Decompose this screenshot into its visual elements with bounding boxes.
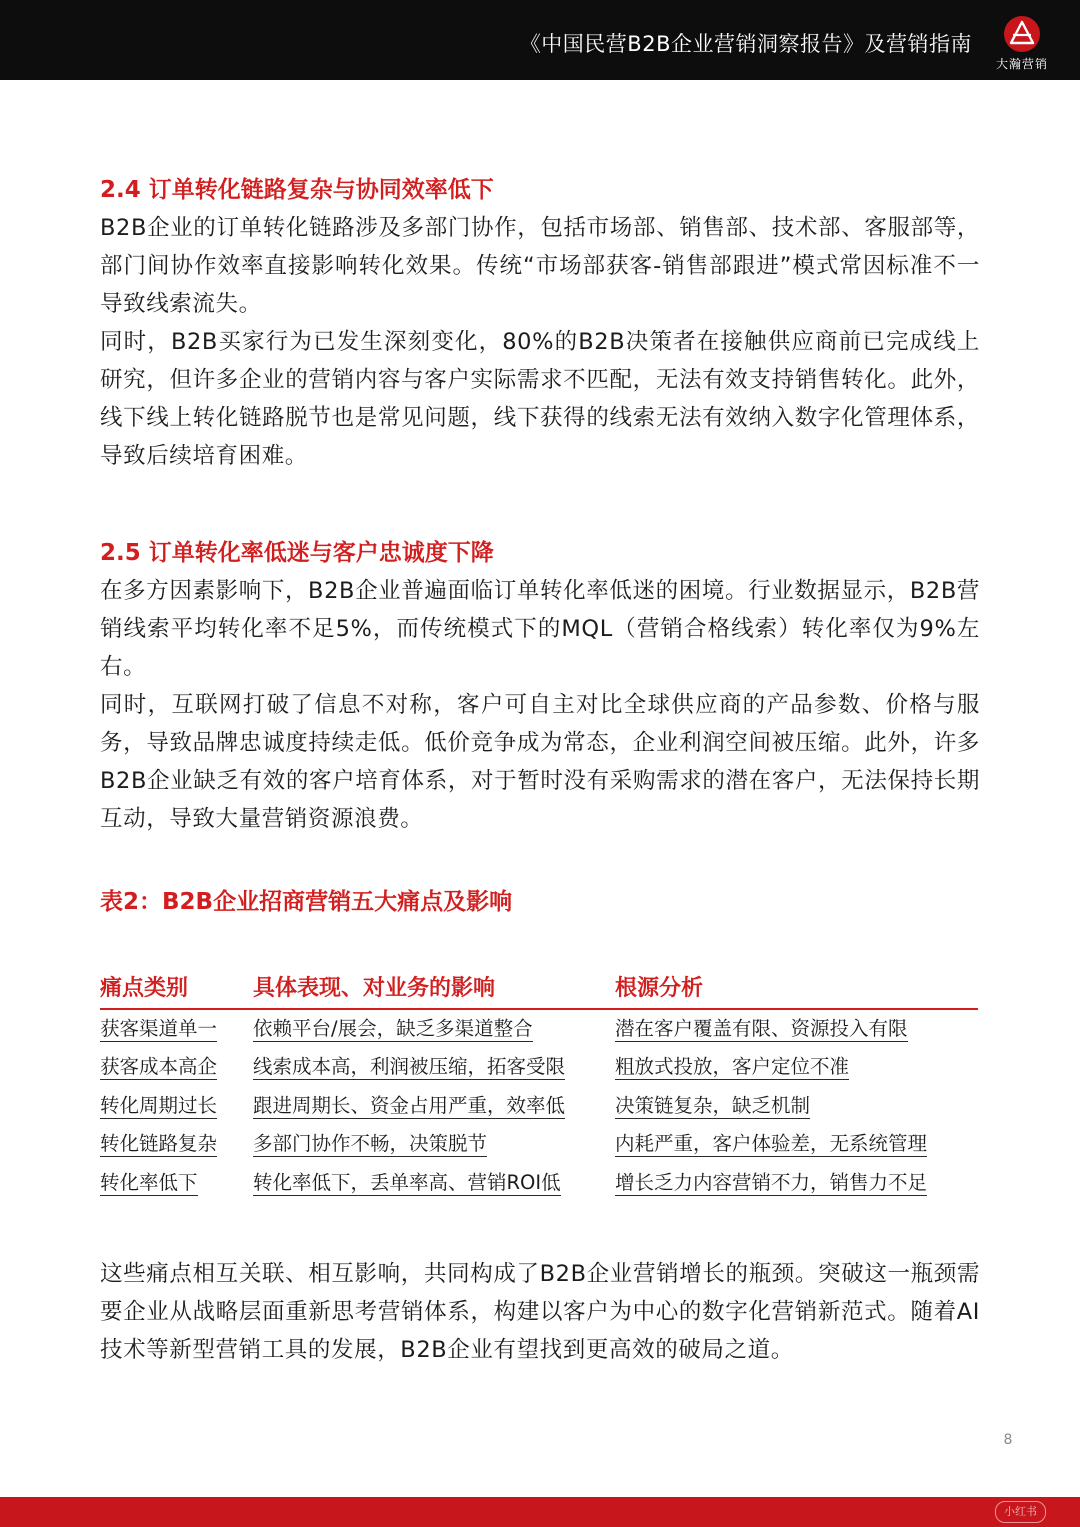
report-title: 《中国民营B2B企业营销洞察报告》及营销指南 <box>519 32 972 56</box>
watermark: 小红书 <box>995 1501 1046 1523</box>
page-number: 8 <box>1003 1432 1013 1448</box>
logo-text: 大瀚营销 <box>995 57 1048 71</box>
table-cell: 内耗严重，客户体验差，无系统管理 <box>615 1132 928 1156</box>
footer-bar <box>0 1497 1080 1527</box>
column-header-root-cause: 根源分析 <box>615 976 704 1001</box>
column-header-impact: 具体表现、对业务的影响 <box>253 976 496 1001</box>
table-row <box>100 1048 978 1086</box>
section-heading-2-5: 2.5 订单转化率低迷与客户忠诚度下降 <box>100 540 494 566</box>
table-header <box>100 970 978 1010</box>
table-cell: 转化率低下，丢单率高、营销ROI低 <box>253 1170 561 1194</box>
table-cell: 粗放式投放，客户定位不准 <box>615 1055 850 1079</box>
table-cell: 转化链路复杂 <box>100 1132 218 1156</box>
section-2-4-paragraph-1: B2B企业的订单转化链路涉及多部门协作，包括市场部、销售部、技术部、客服部等，部门间协作效率直接影响转化效果。传统“市场部获客-销售部跟进”模式常因标准不一导致线索流失。 <box>100 215 980 317</box>
section-heading-2-4: 2.4 订单转化链路复杂与协同效率低下 <box>100 177 494 203</box>
table-cell: 转化周期过长 <box>100 1093 218 1117</box>
table-row <box>100 1087 978 1125</box>
table-title: 表2：B2B企业招商营销五大痛点及影响 <box>100 889 513 915</box>
table-cell: 决策链复杂，缺乏机制 <box>615 1093 811 1117</box>
page-content <box>100 171 980 1369</box>
table-cell: 依赖平台/展会，缺乏多渠道整合 <box>253 1017 533 1040</box>
table-cell: 获客成本高企 <box>100 1055 218 1079</box>
table-cell: 多部门协作不畅，决策脱节 <box>253 1132 488 1156</box>
table-cell: 跟进周期长、资金占用严重，效率低 <box>253 1093 566 1117</box>
table-cell: 线索成本高，利润被压缩，拓客受限 <box>253 1055 566 1079</box>
table-cell: 潜在客户覆盖有限、资源投入有限 <box>615 1017 908 1040</box>
section-2-5-paragraph-2: 同时，互联网打破了信息不对称，客户可自主对比全球供应商的产品参数、价格与服务，导致品牌忠诚度持续走低。低价竞争成为常态，企业利润空间被压缩。此外，许多B2B企业缺乏有效的客户培育体系，对于暂时没有采购需求的潜在客户，无法保持长期互动，导致大量营销资源浪费。 <box>100 692 980 832</box>
header-bar <box>0 0 1080 80</box>
section-2-5-paragraph-1: 在多方因素影响下，B2B企业普遍面临订单转化率低迷的困境。行业数据显示，B2B营销线索平均转化率不足5%，而传统模式下的MQL（营销合格线索）转化率仅为9%左右。 <box>100 578 980 680</box>
table-cell: 获客渠道单一 <box>100 1017 218 1040</box>
column-header-category: 痛点类别 <box>100 976 189 1001</box>
table-row <box>100 1164 978 1202</box>
table-row <box>100 1125 978 1163</box>
table-cell: 增长乏力内容营销不力，销售力不足 <box>615 1170 928 1194</box>
table-row <box>100 1010 978 1048</box>
pain-points-table <box>100 970 978 1202</box>
table-cell: 转化率低下 <box>100 1170 198 1194</box>
brand-logo <box>990 14 1054 72</box>
closing-paragraph: 这些痛点相互关联、相互影响，共同构成了B2B企业营销增长的瓶颈。突破这一瓶颈需要企业从战略层面重新思考营销体系，构建以客户为中心的数字化营销新范式。随着AI技术等新型营销工具的发展，B2B企业有望找到更高效的破局之道。 <box>100 1260 980 1363</box>
logo-icon <box>1002 14 1042 54</box>
section-2-4-paragraph-2: 同时，B2B买家行为已发生深刻变化，80%的B2B决策者在接触供应商前已完成线上研究，但许多企业的营销内容与客户实际需求不匹配，无法有效支持销售转化。此外，线下线上转化链路脱节也是常见问题，线下获得的线索无法有效纳入数字化管理体系，导致后续培育困难。 <box>100 329 980 469</box>
